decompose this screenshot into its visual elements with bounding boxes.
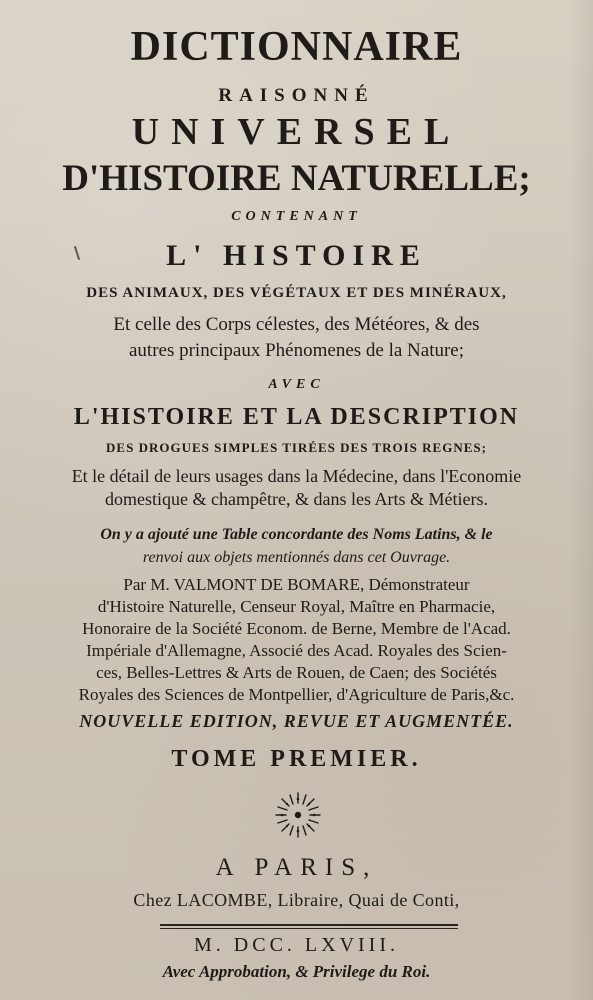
privilege-line: Avec Approbation, & Privilege du Roi.	[162, 962, 431, 981]
author-line-2: d'Histoire Naturelle, Censeur Royal, Maître en Pharmacie,	[97, 597, 496, 616]
edition-line: NOUVELLE EDITION, REVUE ET AUGMENTÉE.	[79, 711, 514, 731]
author-line-4: Impériale d'Allemagne, Associé des Acad. Royales des Scien-	[86, 641, 507, 660]
volume-line: TOME PREMIER.	[171, 746, 422, 772]
author-line-1: Par M. VALMONT DE BOMARE, Démonstrateur	[123, 575, 470, 594]
corps-line: Et celle des Corps célestes, des Météores, & des	[113, 314, 480, 335]
lower-divider-rule	[160, 928, 458, 929]
contenant-line: CONTENANT	[231, 209, 362, 224]
drogues-line: DES DROGUES SIMPLES TIRÉES DES TROIS REGNES;	[106, 440, 487, 455]
animaux-line: DES ANIMAUX, DES VÉGÉTAUX ET DES MINÉRAUX,	[86, 285, 507, 301]
table-line-1: On y a ajouté une Table concordante des Noms Latins, & le	[100, 526, 493, 543]
histoire-naturelle-line: D'HISTOIRE NATURELLE;	[62, 158, 531, 199]
table-line-2: renvoi aux objets mentionnés dans cet Ouvrage.	[142, 549, 451, 566]
detail-line-2: domestique & champêtre, & dans les Arts & Métiers.	[105, 489, 488, 509]
author-line-3: Honoraire de la Société Econom. de Berne, Membre de l'Acad.	[82, 619, 511, 638]
upper-divider-rule	[160, 924, 458, 926]
histoire-description-line: L'HISTOIRE ET LA DESCRIPTION	[73, 404, 520, 430]
raisonne-line: RAISONNÉ	[218, 85, 375, 106]
avec-line: AVEC	[268, 377, 325, 392]
page-edge-shadow	[569, 0, 593, 1000]
autres-line: autres principaux Phénomenes de la Nature;	[128, 340, 465, 361]
universel-line: UNIVERSEL	[131, 111, 462, 153]
year-line: M. DCC. LXVIII.	[194, 934, 399, 956]
author-line-5: ces, Belles-Lettres & Arts de Rouen, de Caen; des Sociétés	[96, 663, 497, 682]
author-line-6: Royales des Sciences de Montpellier, d'Agriculture de Paris,&c.	[78, 685, 515, 704]
sunburst-ornament-icon	[272, 789, 324, 841]
city-line: A PARIS,	[215, 854, 378, 881]
publisher-line: Chez LACOMBE, Libraire, Quai de Conti,	[133, 890, 460, 910]
detail-line-1: Et le détail de leurs usages dans la Médecine, dans l'Economie	[71, 466, 522, 486]
book-title: DICTIONNAIRE	[130, 24, 463, 70]
lhistoire-line: L' HISTOIRE	[166, 239, 427, 272]
